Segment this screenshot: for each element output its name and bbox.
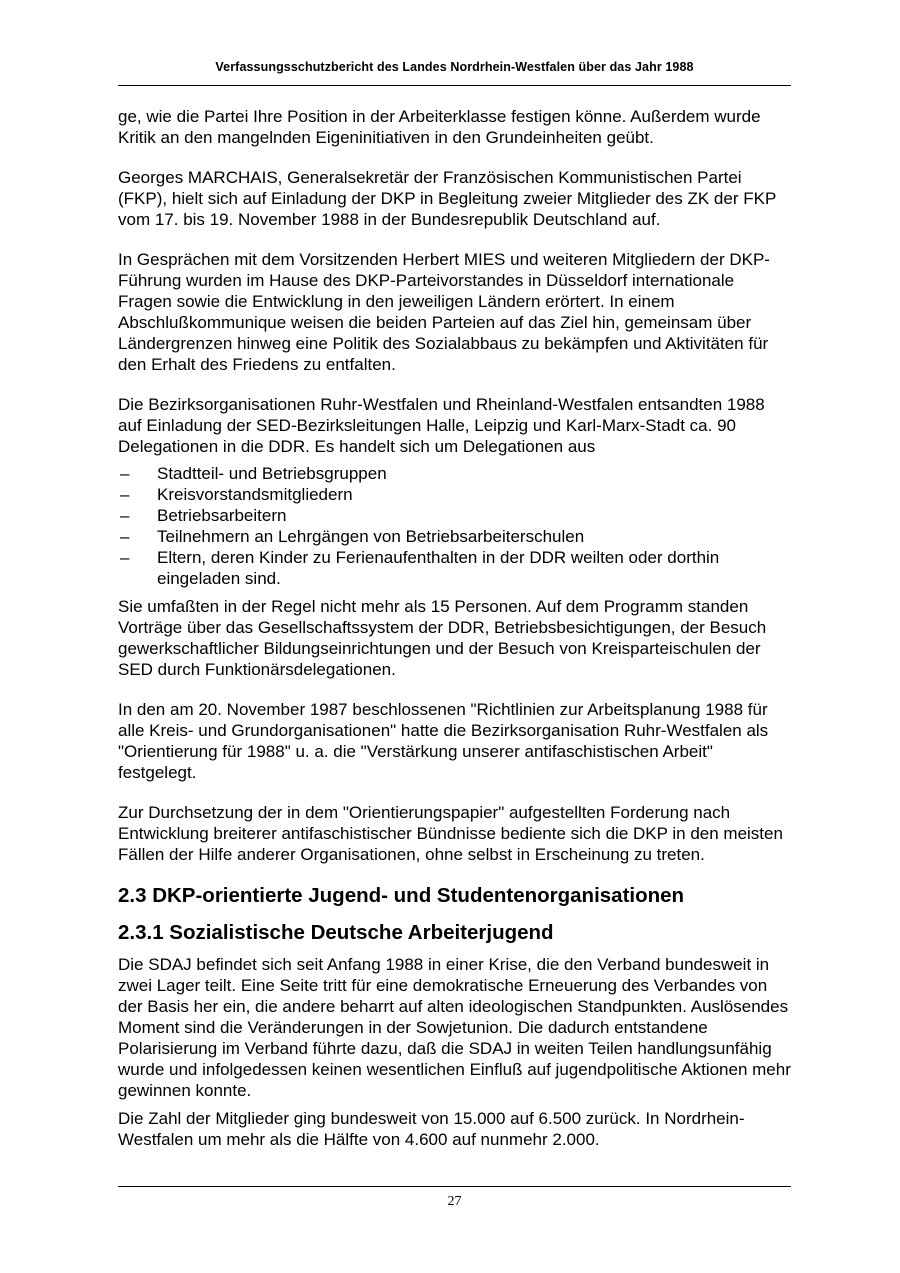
paragraph: Die Zahl der Mitglieder ging bundesweit von 15.000 auf 6.500 zurück. In Nordrhein-Westfalen um mehr als die Hälfte von 4.600 auf nunmehr 2.000. — [118, 1109, 745, 1149]
list-item — [118, 484, 791, 505]
list-item-text: Teilnehmern an Lehrgängen von Betriebsarbeiterschulen — [157, 527, 585, 546]
paragraph: Die SDAJ befindet sich seit Anfang 1988 in einer Krise, die den Verband bundesweit in zwei Lager teilt. Eine Seite tritt für eine demokratische Erneuerung des Verbandes von der Basis her ein, die andere beharrt auf alten ideologischen Standpunkten. Auslösendes Moment sind die Veränderungen in der Sowjetunion. Die dadurch entstandene Polarisierung im Verband führte dazu, daß die SDAJ in weiten Teilen handlungsunfähig wurde und infolgedessen keinen wesentlichen Einfluß auf jugendpolitische Aktionen mehr gewinnen konnte. — [118, 955, 791, 1100]
list-item-text: Eltern, deren Kinder zu Ferienaufenthalten in der DDR weilten oder dorthin eingeladen sind. — [157, 548, 720, 588]
dash-bullet: – — [120, 527, 130, 546]
paragraph: ge, wie die Partei Ihre Position in der Arbeiterklasse festigen könne. Außerdem wurde Kritik an den mangelnden Eigeninitiativen in den Grundeinheiten geübt. — [118, 107, 761, 147]
paragraph: Georges MARCHAIS, Generalsekretär der Französischen Kommunistischen Partei (FKP), hielt sich auf Einladung der DKP in Begleitung zweier Mitglieder des ZK der FKP vom 17. bis 19. November 1988 in der Bundesrepublik Deutschland auf. — [118, 168, 776, 229]
paragraph: In den am 20. November 1987 beschlossenen "Richtlinien zur Arbeitsplanung 1988 für alle Kreis- und Grundorganisationen" hatte die Bezirksorganisation Ruhr-Westfalen als "Orientierung für 1988" u. a. die "Verstärkung unserer antifaschistischen Arbeit" festgelegt. — [118, 700, 769, 782]
paragraph: Die Bezirksorganisationen Ruhr-Westfalen und Rheinland-Westfalen entsandten 1988 auf Einladung der SED-Bezirksleitungen Halle, Leipzig und Karl-Marx-Stadt ca. 90 Delegationen in die DDR. Es handelt sich um Delegationen aus — [118, 395, 765, 456]
dash-bullet: – — [120, 506, 130, 525]
list-item-text: Stadtteil- und Betriebsgruppen — [157, 464, 387, 483]
dash-bullet: – — [120, 548, 130, 567]
list-item-text: Kreisvorstandsmitgliedern — [157, 485, 353, 504]
dash-bullet: – — [120, 485, 130, 504]
page-body — [118, 106, 791, 1157]
list-item — [118, 463, 791, 484]
list-item — [118, 526, 791, 547]
header-divider — [118, 85, 791, 86]
subsection-heading: 2.3.1 Sozialistische Deutsche Arbeiterjugend — [118, 921, 554, 944]
footer-divider — [118, 1186, 791, 1187]
list-item-text: Betriebsarbeitern — [157, 506, 287, 525]
delegation-list — [118, 463, 791, 589]
paragraph: Sie umfaßten in der Regel nicht mehr als 15 Personen. Auf dem Programm standen Vorträge über das Gesellschaftssystem der DDR, Betriebsbesichtigungen, der Besuch gewerkschaftlicher Bildungseinrichtungen und der Besuch von Kreisparteischulen der SED durch Funktionärsdelegationen. — [118, 597, 767, 679]
list-item — [118, 547, 791, 589]
section-heading: 2.3 DKP-orientierte Jugend- und Studentenorganisationen — [118, 884, 685, 907]
list-item — [118, 505, 791, 526]
paragraph: Zur Durchsetzung der in dem "Orientierungspapier" aufgestellten Forderung nach Entwicklung breiterer antifaschistischer Bündnisse bediente sich die DKP in den meisten Fällen der Hilfe anderer Organisationen, ohne selbst in Erscheinung zu treten. — [118, 803, 783, 864]
running-header: Verfassungsschutzbericht des Landes Nordrhein-Westfalen über das Jahr 1988 — [215, 60, 694, 74]
dash-bullet: – — [120, 464, 130, 483]
page-number: 27 — [447, 1194, 462, 1209]
paragraph: In Gesprächen mit dem Vorsitzenden Herbert MIES und weiteren Mitgliedern der DKP-Führung wurden im Hause des DKP-Parteivorstandes in Düsseldorf internationale Fragen sowie die Entwicklung in den jeweiligen Ländern erörtert. In einem Abschlußkommunique weisen die beiden Parteien auf das Ziel hin, gemeinsam über Ländergrenzen hinweg eine Politik des Sozialabbaus zu bekämpfen und Aktivitäten für den Erhalt des Friedens zu entfalten. — [118, 250, 770, 374]
